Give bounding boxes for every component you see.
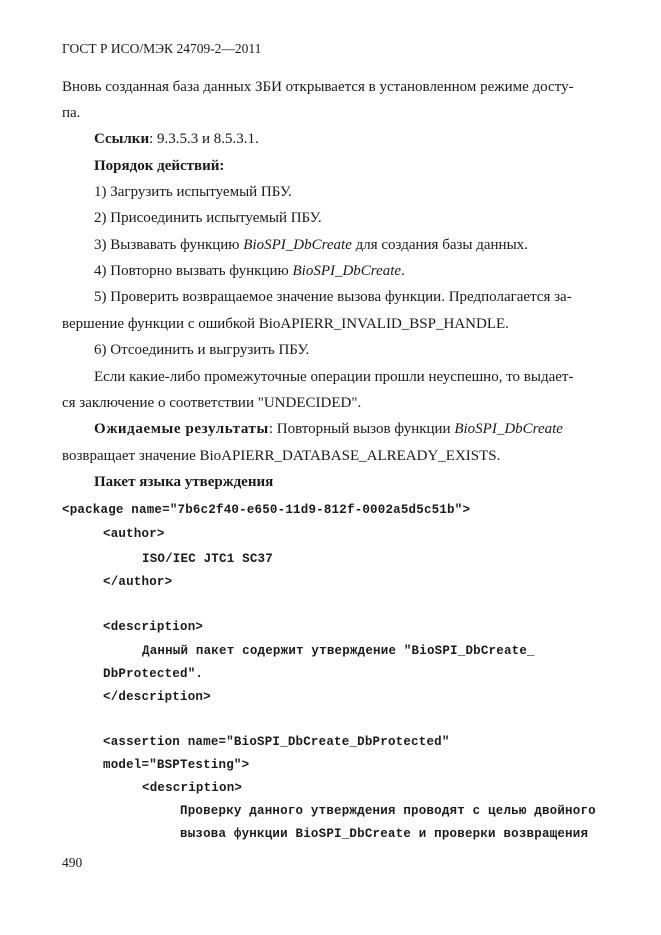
code-line-7: DbProtected". — [103, 667, 204, 681]
expected-results-function: BioSPI_DbCreate — [454, 421, 563, 437]
code-line-3: ISO/IEC JTC1 SC37 — [142, 552, 273, 566]
code-line-10: model="BSPTesting"> — [103, 758, 250, 772]
step-3 — [94, 237, 528, 254]
step-3-function: BioSPI_DbCreate — [243, 237, 352, 253]
step-5-line-1: 5) Проверить возвращаемое значение вызова функции. Предполагается за- — [94, 289, 572, 305]
step-4 — [94, 263, 405, 280]
expected-results-text: : Повторный вызов функции — [268, 421, 455, 437]
step-4-function: BioSPI_DbCreate — [292, 263, 402, 279]
verdict-line-1: Если какие-либо промежуточные операции прошли неуспешно, то выдает- — [94, 369, 574, 385]
intro-paragraph-line-1: Вновь созданная база данных ЗБИ открывается в установленном режиме досту- — [62, 79, 574, 95]
references-line — [94, 131, 259, 148]
procedure-title — [94, 158, 224, 175]
document-header: ГОСТ Р ИСО/МЭК 24709-2—2011 — [62, 41, 262, 56]
step-5-line-2: вершение функции с ошибкой BioAPIERR_INVALID_BSP_HANDLE. — [62, 316, 509, 332]
code-line-2: <author> — [103, 527, 165, 541]
code-line-8: </description> — [103, 690, 211, 704]
references-label: Ссылки — [94, 131, 150, 147]
step-6: 6) Отсоединить и выгрузить ПБУ. — [94, 342, 310, 358]
code-line-12: Проверку данного утверждения проводят с целью двойного — [180, 804, 596, 818]
page-number: 490 — [62, 855, 83, 870]
code-line-5: <description> — [103, 620, 204, 634]
step-4-suffix: . — [401, 263, 405, 279]
references-text: : 9.3.5.3 и 8.5.3.1. — [149, 131, 259, 147]
package-title — [94, 474, 273, 491]
expected-results-line-1 — [94, 421, 563, 438]
step-3-suffix: для создания базы данных. — [351, 237, 528, 253]
expected-results-line-2: возвращает значение BioAPIERR_DATABASE_ALREADY_EXISTS. — [62, 448, 501, 464]
step-2: 2) Присоединить испытуемый ПБУ. — [94, 210, 322, 226]
code-line-1: <package name="7b6c2f40-e650-11d9-812f-0002a5d5c51b"> — [62, 503, 471, 517]
verdict-line-2: ся заключение о соответствии "UNDECIDED". — [62, 395, 362, 411]
step-4-text: 4) Повторно вызвать функцию — [94, 263, 293, 279]
code-line-13: вызова функции BioSPI_DbCreate и проверки возвращения — [180, 827, 589, 841]
package-title-text: Пакет языка утверждения — [94, 474, 274, 490]
procedure-title-text: Порядок действий: — [94, 158, 225, 174]
code-line-4: </author> — [103, 575, 173, 589]
expected-results-label: Ожидаемые результаты — [94, 421, 269, 437]
intro-paragraph-line-2: па. — [62, 105, 81, 121]
code-line-11: <description> — [142, 781, 243, 795]
code-line-9: <assertion name="BioSPI_DbCreate_DbProtected" — [103, 735, 450, 749]
step-1: 1) Загрузить испытуемый ПБУ. — [94, 184, 292, 200]
code-line-6: Данный пакет содержит утверждение "BioSPI_DbCreate_ — [142, 644, 535, 658]
step-3-text: 3) Вызвавать функцию — [94, 237, 244, 253]
